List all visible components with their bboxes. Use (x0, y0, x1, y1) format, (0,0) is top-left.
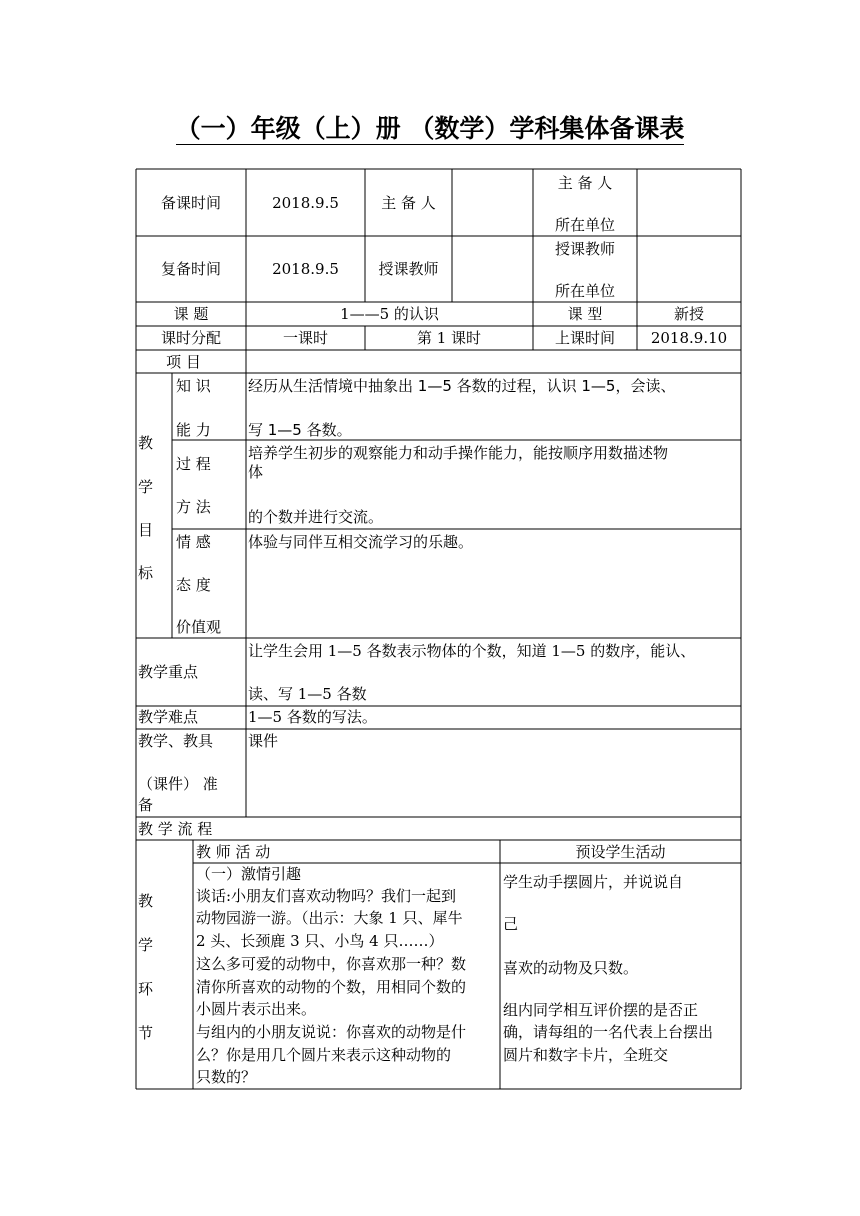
teacher-label: 授课教师 (378, 260, 439, 278)
type-value: 新授 (673, 305, 704, 323)
stage-char-4: 节 (138, 1024, 154, 1042)
goals-label-char-2: 学 (138, 478, 154, 496)
lead-unit-label-1: 主 备 人 (557, 174, 613, 192)
stage-char-2: 学 (138, 936, 154, 954)
topic-label: 课 题 (173, 305, 209, 323)
item-label: 项 目 (166, 353, 201, 371)
process-label-1: 过 程 (176, 455, 211, 473)
student-line: 圆片和数字卡片，全班交 (503, 1046, 669, 1064)
stage-char-3: 环 (138, 980, 154, 998)
type-label: 课 型 (567, 305, 603, 323)
tools-label-2: （课件） 准 (138, 775, 218, 793)
student-line: 组内同学相互评价摆的是否正 (503, 1001, 699, 1019)
page-title (0, 111, 860, 147)
teacher-line: 这么多可爱的动物中，你喜欢那一种？数 (196, 955, 467, 973)
teacher-line: 么？你是用几个圆片来表示这种动物的 (196, 1046, 452, 1064)
topic-value: 1——5 的认识 (340, 305, 439, 323)
key-points-text-2: 读、写 1—5 各数 (248, 685, 367, 703)
lead-unit-label-2: 所在单位 (554, 216, 615, 234)
prep-time-label: 备课时间 (160, 194, 221, 212)
goals-label-char-4: 标 (138, 564, 154, 582)
key-points-label: 教学重点 (138, 663, 199, 681)
process-label-2: 方 法 (176, 498, 211, 516)
hours-label: 课时分配 (160, 329, 221, 347)
prep-time-value: 2018.9.5 (272, 194, 339, 212)
stage-char-1: 教 (138, 892, 154, 910)
emotion-text: 体验与同伴互相交流学习的乐趣。 (248, 533, 474, 551)
hours-value: 一课时 (282, 329, 328, 347)
key-points-text-1: 让学生会用 1—5 各数表示物体的个数，知道 1—5 的数序，能认、 (248, 642, 696, 660)
teacher-line: 动物园游一游。（出示：大象 1 只、犀牛 (196, 909, 463, 927)
goals-label-char-1: 教 (138, 434, 154, 452)
emotion-label-1: 情 感 (176, 533, 211, 551)
knowledge-text-1: 经历从生活情境中抽象出 1—5 各数的过程，认识 1—5，会读、 (248, 377, 676, 395)
emotion-label-3: 价值观 (176, 618, 222, 636)
emotion-label-2: 态 度 (176, 576, 211, 594)
teacher-line: 2 头、长颈鹿 3 只、小鸟 4 只……） (196, 932, 444, 950)
student-line: 喜欢的动物及只数。 (503, 959, 639, 977)
difficulty-text: 1—5 各数的写法。 (248, 708, 377, 726)
date-value: 2018.9.10 (650, 329, 728, 347)
knowledge-label-2: 能 力 (176, 421, 211, 439)
date-label: 上课时间 (554, 329, 615, 347)
goals-label-char-3: 目 (138, 521, 154, 539)
teacher-line: 与组内的小朋友说说：你喜欢的动物是什 (196, 1023, 467, 1041)
teacher-line: （一）激情引趣 (196, 865, 302, 883)
teacher-line: 谈话:小朋友们喜欢动物吗？我们一起到 (196, 887, 457, 905)
process-text-1b: 体 (248, 463, 264, 481)
review-time-value: 2018.9.5 (272, 260, 339, 278)
student-line: 己 (503, 915, 519, 933)
student-line: 确，请每组的一名代表上台摆出 (503, 1023, 714, 1041)
period-value: 第 1 课时 (416, 329, 482, 347)
tools-text: 课件 (248, 732, 279, 750)
lead-label: 主 备 人 (381, 194, 436, 212)
teacher-line: 清你所喜欢的动物的个数，用相同个数的 (196, 978, 467, 996)
process-text-2: 的个数并进行交流。 (248, 508, 384, 526)
knowledge-text-2: 写 1—5 各数。 (248, 421, 352, 439)
process-text-1: 培养学生初步的观察能力和动手操作能力，能按顺序用数描述物 (248, 444, 669, 462)
tools-label-3: 备 (138, 796, 154, 814)
knowledge-label-1: 知 识 (176, 377, 211, 395)
teacher-activity-header: 教 师 活 动 (196, 843, 271, 861)
page-title-text: （一）年级（上）册 （数学）学科集体备课表 (175, 114, 685, 143)
teacher-unit-label-1: 授课教师 (554, 240, 615, 258)
teacher-unit-label-2: 所在单位 (554, 282, 615, 300)
student-activity-header: 预设学生活动 (575, 843, 666, 861)
review-time-label: 复备时间 (160, 260, 221, 278)
teacher-line: 小圆片表示出来。 (196, 1000, 317, 1018)
student-line: 学生动手摆圆片，并说说自 (503, 873, 684, 891)
tools-label-1: 教学、教具 (138, 732, 214, 750)
flow-label: 教 学 流 程 (138, 820, 213, 838)
difficulty-label: 教学难点 (138, 708, 199, 726)
teacher-line: 只数的？ (196, 1068, 257, 1086)
